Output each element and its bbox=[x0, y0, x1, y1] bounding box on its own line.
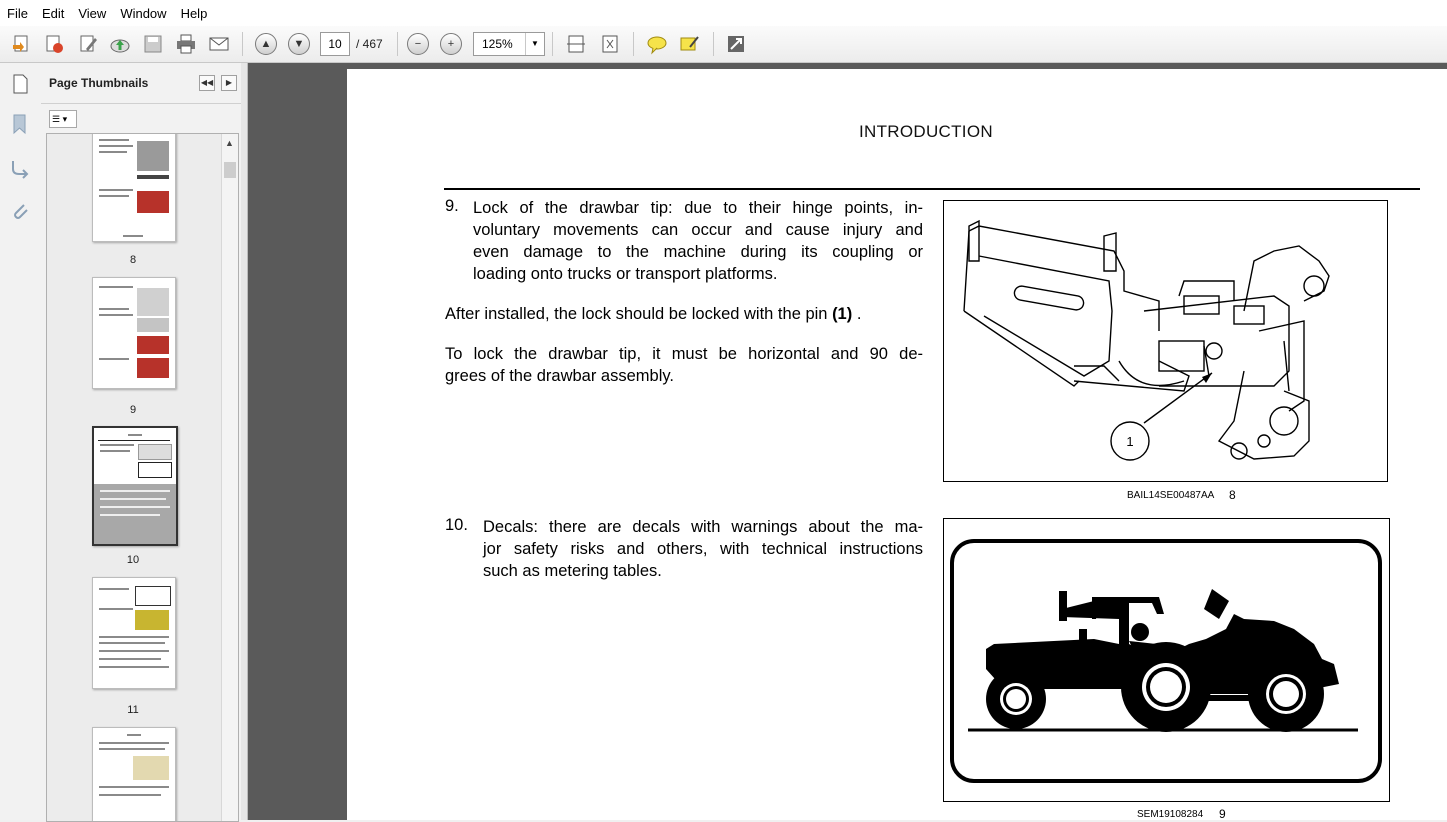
page-total: / 467 bbox=[356, 37, 383, 51]
thumbnail-label: 10 bbox=[126, 554, 140, 566]
create-pdf-icon[interactable] bbox=[42, 32, 66, 56]
heading-rule bbox=[444, 188, 1420, 190]
expand-panel-icon[interactable]: ▶ bbox=[221, 75, 237, 91]
scroll-up-icon[interactable]: ▲ bbox=[225, 138, 234, 148]
text-segment: . bbox=[852, 305, 862, 323]
comment-icon[interactable] bbox=[645, 32, 669, 56]
figure-8-number: 8 bbox=[1229, 488, 1236, 502]
bookmark-icon[interactable] bbox=[8, 113, 32, 137]
menu-view[interactable]: View bbox=[78, 6, 107, 21]
next-page-button[interactable] bbox=[287, 32, 311, 56]
chevron-down-icon[interactable]: ▼ bbox=[525, 33, 544, 55]
thumbnail-list[interactable] bbox=[46, 133, 239, 822]
page-number-input[interactable]: 10 bbox=[320, 32, 350, 56]
menu-edit[interactable]: Edit bbox=[41, 6, 65, 21]
text-line: Decals: there are decals with warnings about the ma- bbox=[483, 518, 923, 536]
text-line: To lock the drawbar tip, it must be horizontal and 90 de- bbox=[445, 345, 923, 363]
navigation-rail bbox=[0, 63, 42, 820]
thumbnail-page-10[interactable] bbox=[92, 426, 178, 546]
panel-title: Page Thumbnails bbox=[49, 76, 149, 90]
thumbnail-page-11[interactable] bbox=[92, 577, 176, 689]
drawbar-figure bbox=[943, 200, 1388, 482]
figure-9-number: 9 bbox=[1219, 807, 1226, 821]
text-line: grees of the drawbar assembly. bbox=[445, 367, 674, 385]
text-line: even damage to the machine during its coupling or bbox=[473, 243, 923, 261]
fit-page-icon[interactable] bbox=[598, 32, 622, 56]
text-line: Lock of the drawbar tip: due to their hinge points, in- bbox=[473, 199, 923, 217]
attachment-icon[interactable] bbox=[8, 200, 32, 224]
email-icon[interactable] bbox=[207, 32, 231, 56]
scroll-thumb[interactable] bbox=[224, 162, 236, 178]
document-page bbox=[347, 69, 1447, 820]
thumbnail-scrollbar[interactable] bbox=[221, 134, 238, 821]
figure-8-code: BAIL14SE00487AA bbox=[1127, 490, 1215, 501]
highlight-icon[interactable] bbox=[677, 32, 701, 56]
edit-pdf-icon[interactable] bbox=[76, 32, 100, 56]
tractor-decal-drawing bbox=[944, 519, 1389, 801]
upload-cloud-icon[interactable] bbox=[108, 32, 132, 56]
plus-icon: + bbox=[440, 33, 462, 55]
page-heading: INTRODUCTION bbox=[859, 122, 993, 141]
item-10-text bbox=[483, 516, 923, 582]
thumbnail-page-9[interactable] bbox=[92, 277, 176, 389]
zoom-select[interactable] bbox=[473, 32, 545, 56]
page-thumbnails-icon[interactable] bbox=[8, 73, 32, 97]
zoom-in-button[interactable] bbox=[439, 32, 463, 56]
minus-icon: − bbox=[407, 33, 429, 55]
item-10-number: 10. bbox=[445, 516, 468, 534]
installed-paragraph bbox=[445, 303, 925, 325]
callout-1: 1 bbox=[1126, 434, 1134, 449]
save-icon[interactable] bbox=[141, 32, 165, 56]
text-line: loading onto trucks or transport platforms. bbox=[473, 265, 778, 283]
text-segment: After installed, the lock should be locked with the pin bbox=[445, 305, 833, 323]
figure-9-code: SEM19108284 bbox=[1137, 809, 1204, 820]
text-line: voluntary movements can occur and cause injury and bbox=[473, 221, 923, 239]
thumbnail-page-8[interactable] bbox=[92, 133, 176, 242]
menu-bar bbox=[0, 0, 1447, 27]
open-file-icon[interactable] bbox=[10, 32, 34, 56]
signatures-icon[interactable] bbox=[8, 157, 32, 181]
collapse-panel-button[interactable]: ◀◀ bbox=[199, 75, 215, 91]
item-9-text bbox=[473, 197, 923, 285]
arrow-down-icon: ▼ bbox=[288, 33, 310, 55]
panel-splitter[interactable] bbox=[241, 63, 248, 820]
menu-help[interactable]: Help bbox=[180, 6, 208, 21]
fullscreen-icon[interactable] bbox=[724, 32, 748, 56]
drawbar-drawing bbox=[944, 201, 1387, 481]
thumbnails-panel bbox=[41, 63, 241, 820]
zoom-value: 125% bbox=[482, 37, 513, 51]
zoom-out-button[interactable] bbox=[406, 32, 430, 56]
thumbnail-options-button[interactable]: ☰ ▾ bbox=[49, 110, 77, 128]
panel-header bbox=[41, 63, 241, 104]
decal-figure bbox=[943, 518, 1390, 802]
text-line: jor safety risks and others, with technical instructions bbox=[483, 540, 923, 558]
print-icon[interactable] bbox=[174, 32, 198, 56]
previous-page-button[interactable] bbox=[254, 32, 278, 56]
toolbar bbox=[0, 26, 1447, 63]
thumbnail-page-12[interactable] bbox=[92, 727, 176, 822]
item-9-number: 9. bbox=[445, 197, 459, 215]
text-line: such as metering tables. bbox=[483, 562, 662, 580]
lock-paragraph bbox=[445, 343, 923, 387]
thumbnail-label: 11 bbox=[127, 704, 139, 716]
thumbnail-label: 9 bbox=[129, 404, 137, 416]
menu-file[interactable]: File bbox=[7, 6, 28, 21]
fit-width-icon[interactable] bbox=[564, 32, 588, 56]
thumbnail-label: 8 bbox=[129, 254, 137, 266]
menu-window[interactable]: Window bbox=[120, 6, 167, 21]
arrow-up-icon: ▲ bbox=[255, 33, 277, 55]
pin-reference: (1) bbox=[832, 305, 853, 323]
